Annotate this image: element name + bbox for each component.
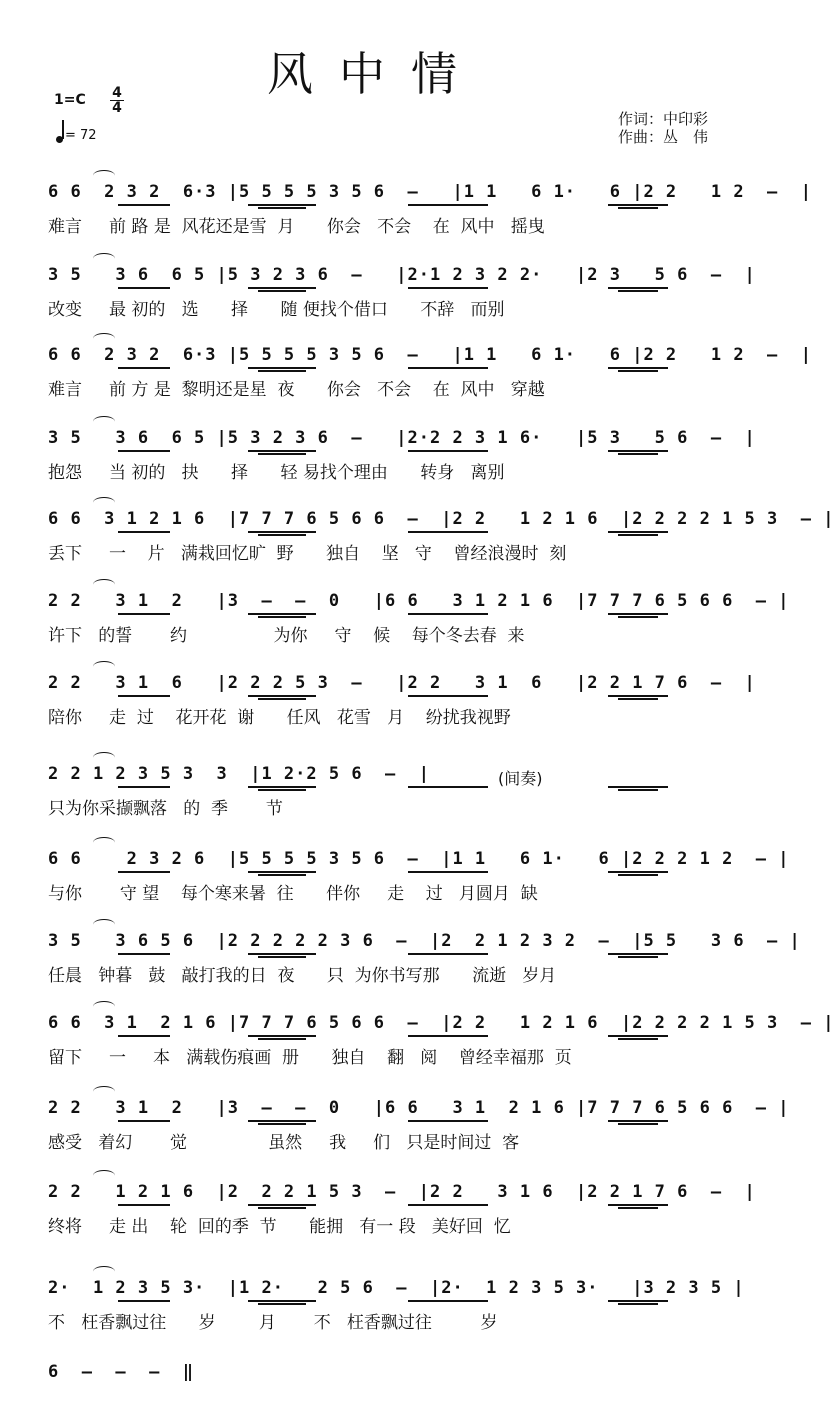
lyric-line: 难言 前 路 是 风花还是雪 月 你会 不会 在 风中 摇曳 (48, 217, 545, 237)
beam-line (408, 1300, 488, 1302)
beam-line (258, 1303, 306, 1305)
beam-line (408, 613, 488, 615)
lyric-line: 抱怨 当 初的 抉 择 轻 易找个理由 转身 离别 (48, 463, 505, 483)
beam-line (608, 953, 668, 955)
beam-line (258, 1207, 306, 1209)
beam-line (258, 534, 306, 536)
slur-mark (93, 497, 115, 508)
beam-line (408, 695, 488, 697)
score-system (48, 1098, 790, 1158)
beam-line (248, 871, 316, 873)
beam-line (408, 367, 488, 369)
slur-mark (93, 752, 115, 763)
slur-mark (93, 333, 115, 344)
beam-line (118, 367, 170, 369)
time-signature (110, 86, 124, 115)
slur-mark (93, 170, 115, 181)
lyric-line: 终将 走 出 轮 回的季 节 能拥 有一 段 美好回 忆 (48, 1217, 511, 1237)
beam-line (608, 450, 668, 452)
score-system (48, 764, 728, 824)
beam-line (118, 1204, 170, 1206)
beam-line (248, 204, 316, 206)
song-title: 风中情 (267, 47, 483, 101)
lyric-line: 与你 守 望 每个寒来暑 往 伴你 走 过 月圆月 缺 (48, 884, 538, 904)
note-line: 2 2 1 2 3 5 3 3 |1 2·2 5 6 – | (48, 764, 430, 784)
note-line: 6 6 2 3 2 6 |5 5 5 5 3 5 6 – |1 1 6 1· 6 |2 2 2 1 2 – | (48, 849, 790, 869)
score-system (48, 509, 834, 569)
beam-line (118, 531, 170, 533)
beam-line (118, 1035, 170, 1037)
beam-line (118, 287, 170, 289)
beam-line (258, 616, 306, 618)
beam-line (608, 204, 668, 206)
lyric-line: 留下 一 本 满载伤痕画 册 独自 翻 阅 曾经幸福那 页 (48, 1048, 572, 1068)
score-system (48, 182, 812, 242)
beam-line (258, 698, 306, 700)
beam-line (608, 695, 668, 697)
beam-line (618, 290, 658, 292)
lyricist: 作词：中印彩 (618, 110, 709, 128)
slur-mark (93, 253, 115, 264)
beam-line (258, 956, 306, 958)
score-system (48, 1362, 728, 1422)
score-system (48, 849, 790, 909)
beam-line (408, 287, 488, 289)
beam-line (248, 1204, 316, 1206)
score-system (48, 428, 756, 488)
note-line: 3 5 3 6 5 6 |2 2 2 2 2 3 6 – |2 2 1 2 3 2 – |5 5 3 6 – | (48, 931, 801, 951)
tempo-marking (56, 128, 97, 143)
beam-line (408, 1120, 488, 1122)
beam-line (618, 1123, 658, 1125)
note-line: 6 6 3 1 2 1 6 |7 7 7 6 5 6 6 – |2 2 1 2 1 6 |2 2 2 2 1 5 3 – | (48, 509, 834, 529)
beam-line (618, 789, 658, 791)
beam-line (118, 613, 170, 615)
beam-line (408, 204, 488, 206)
note-line: 3 5 3 6 6 5 |5 3 2 3 6 – |2·2 2 3 1 6· |5 3 5 6 – | (48, 428, 756, 448)
slur-mark (93, 1266, 115, 1277)
beam-line (248, 786, 316, 788)
note-line: 6 6 2 3 2 6·3 |5 5 5 5 3 5 6 – |1 1 6 1· 6 |2 2 1 2 – | (48, 182, 812, 202)
beam-line (258, 207, 306, 209)
lyric-line: 难言 前 方 是 黎明还是星 夜 你会 不会 在 风中 穿越 (48, 380, 545, 400)
beam-line (248, 531, 316, 533)
beam-line (408, 450, 488, 452)
beam-line (118, 204, 170, 206)
beam-line (618, 207, 658, 209)
beam-line (258, 453, 306, 455)
beam-line (258, 874, 306, 876)
beam-line (618, 370, 658, 372)
slur-mark (93, 1086, 115, 1097)
lyric-line: 不 枉香飘过往 岁 月 不 枉香飘过往 岁 (48, 1313, 498, 1333)
beam-line (248, 1120, 316, 1122)
slur-mark (93, 416, 115, 427)
score-system (48, 591, 790, 651)
beam-line (608, 367, 668, 369)
beam-line (408, 1035, 488, 1037)
credits (618, 110, 708, 146)
slur-mark (93, 1001, 115, 1012)
slur-mark (93, 1170, 115, 1181)
lyric-line (48, 1392, 728, 1416)
beam-line (608, 1204, 668, 1206)
note-line: 2 2 3 1 2 |3 – – 0 |6 6 3 1 2 1 6 |7 7 7 6 5 6 6 – | (48, 1098, 790, 1118)
beam-line (408, 531, 488, 533)
beam-line (258, 370, 306, 372)
time-signature-top: 4 (112, 85, 122, 101)
beam-line (608, 1120, 668, 1122)
beam-line (118, 953, 170, 955)
note-line: 2 2 3 1 2 |3 – – 0 |6 6 3 1 2 1 6 |7 7 7 6 5 6 6 – | (48, 591, 790, 611)
beam-line (248, 613, 316, 615)
beam-line (618, 1038, 658, 1040)
lyric-line: 任晨 钟暮 鼓 敲打我的日 夜 只 为你书写那 流逝 岁月 (48, 966, 557, 986)
time-signature-bottom: 4 (112, 100, 122, 116)
lyric-line: 许下 的誓 约 为你 守 候 每个冬去春 来 (48, 626, 525, 646)
score-system (48, 1013, 834, 1073)
beam-line (258, 1123, 306, 1125)
composer: 作曲：丛 伟 (618, 128, 709, 146)
beam-line (608, 786, 668, 788)
beam-line (248, 287, 316, 289)
beam-line (408, 953, 488, 955)
beam-line (118, 695, 170, 697)
beam-line (248, 1300, 316, 1302)
lyric-line: 只为你采撷飘落 的 季 节 (48, 799, 283, 819)
tempo-value: = 72 (65, 128, 97, 143)
score-system (48, 265, 756, 325)
beam-line (118, 1300, 170, 1302)
beam-line (258, 290, 306, 292)
beam-line (408, 871, 488, 873)
note-line: 6 6 3 1 2 1 6 |7 7 7 6 5 6 6 – |2 2 1 2 1 6 |2 2 2 2 1 5 3 – | (48, 1013, 834, 1033)
slur-mark (93, 837, 115, 848)
beam-line (618, 698, 658, 700)
beam-line (248, 450, 316, 452)
beam-line (608, 871, 668, 873)
beam-line (118, 786, 170, 788)
beam-line (118, 871, 170, 873)
beam-line (608, 531, 668, 533)
lyric-line: 改变 最 初的 选 择 随 便找个借口 不辞 而别 (48, 300, 505, 320)
beam-line (408, 786, 488, 788)
beam-line (248, 1035, 316, 1037)
beam-line (118, 1120, 170, 1122)
beam-line (118, 450, 170, 452)
lyric-line: 丢下 一 片 满栽回忆旷 野 独自 坚 守 曾经浪漫时 刻 (48, 544, 567, 564)
beam-line (618, 1207, 658, 1209)
beam-line (608, 1035, 668, 1037)
beam-line (618, 1303, 658, 1305)
beam-line (618, 534, 658, 536)
beam-line (258, 789, 306, 791)
beam-line (618, 956, 658, 958)
beam-line (618, 874, 658, 876)
note-line: 6 – – – ‖ (48, 1362, 195, 1382)
score-system (48, 1278, 745, 1338)
quarter-note-icon (56, 136, 63, 143)
lyric-line: 陪你 走 过 花开花 谢 任风 花雪 月 纷扰我视野 (48, 708, 511, 728)
key-signature: 1=C (54, 92, 86, 108)
note-line: 6 6 2 3 2 6·3 |5 5 5 5 3 5 6 – |1 1 6 1· 6 |2 2 1 2 – | (48, 345, 812, 365)
score-system (48, 345, 812, 405)
slur-mark (93, 919, 115, 930)
score-system (48, 1182, 756, 1242)
beam-line (618, 616, 658, 618)
note-line: 2 2 3 1 6 |2 2 2 5 3 – |2 2 3 1 6 |2 2 1 7 6 – | (48, 673, 756, 693)
score-system (48, 931, 801, 991)
lyric-line: 感受 着幻 觉 虽然 我 们 只是时间过 客 (48, 1133, 520, 1153)
beam-line (408, 1204, 488, 1206)
note-line: 3 5 3 6 6 5 |5 3 2 3 6 – |2·1 2 3 2 2· |2 3 5 6 – | (48, 265, 756, 285)
beam-line (248, 695, 316, 697)
beam-line (608, 287, 668, 289)
beam-line (248, 367, 316, 369)
note-line: 2 2 1 2 1 6 |2 2 2 1 5 3 – |2 2 3 1 6 |2 2 1 7 6 – | (48, 1182, 756, 1202)
beam-line (248, 953, 316, 955)
beam-line (608, 613, 668, 615)
slur-mark (93, 579, 115, 590)
note-line: 2· 1 2 3 5 3· |1 2· 2 5 6 – |2· 1 2 3 5 3· |3 2 3 5 | (48, 1278, 745, 1298)
beam-line (618, 453, 658, 455)
interlude-label: (间奏) (498, 769, 543, 788)
beam-line (258, 1038, 306, 1040)
score-system (48, 673, 756, 733)
slur-mark (93, 661, 115, 672)
beam-line (608, 1300, 668, 1302)
